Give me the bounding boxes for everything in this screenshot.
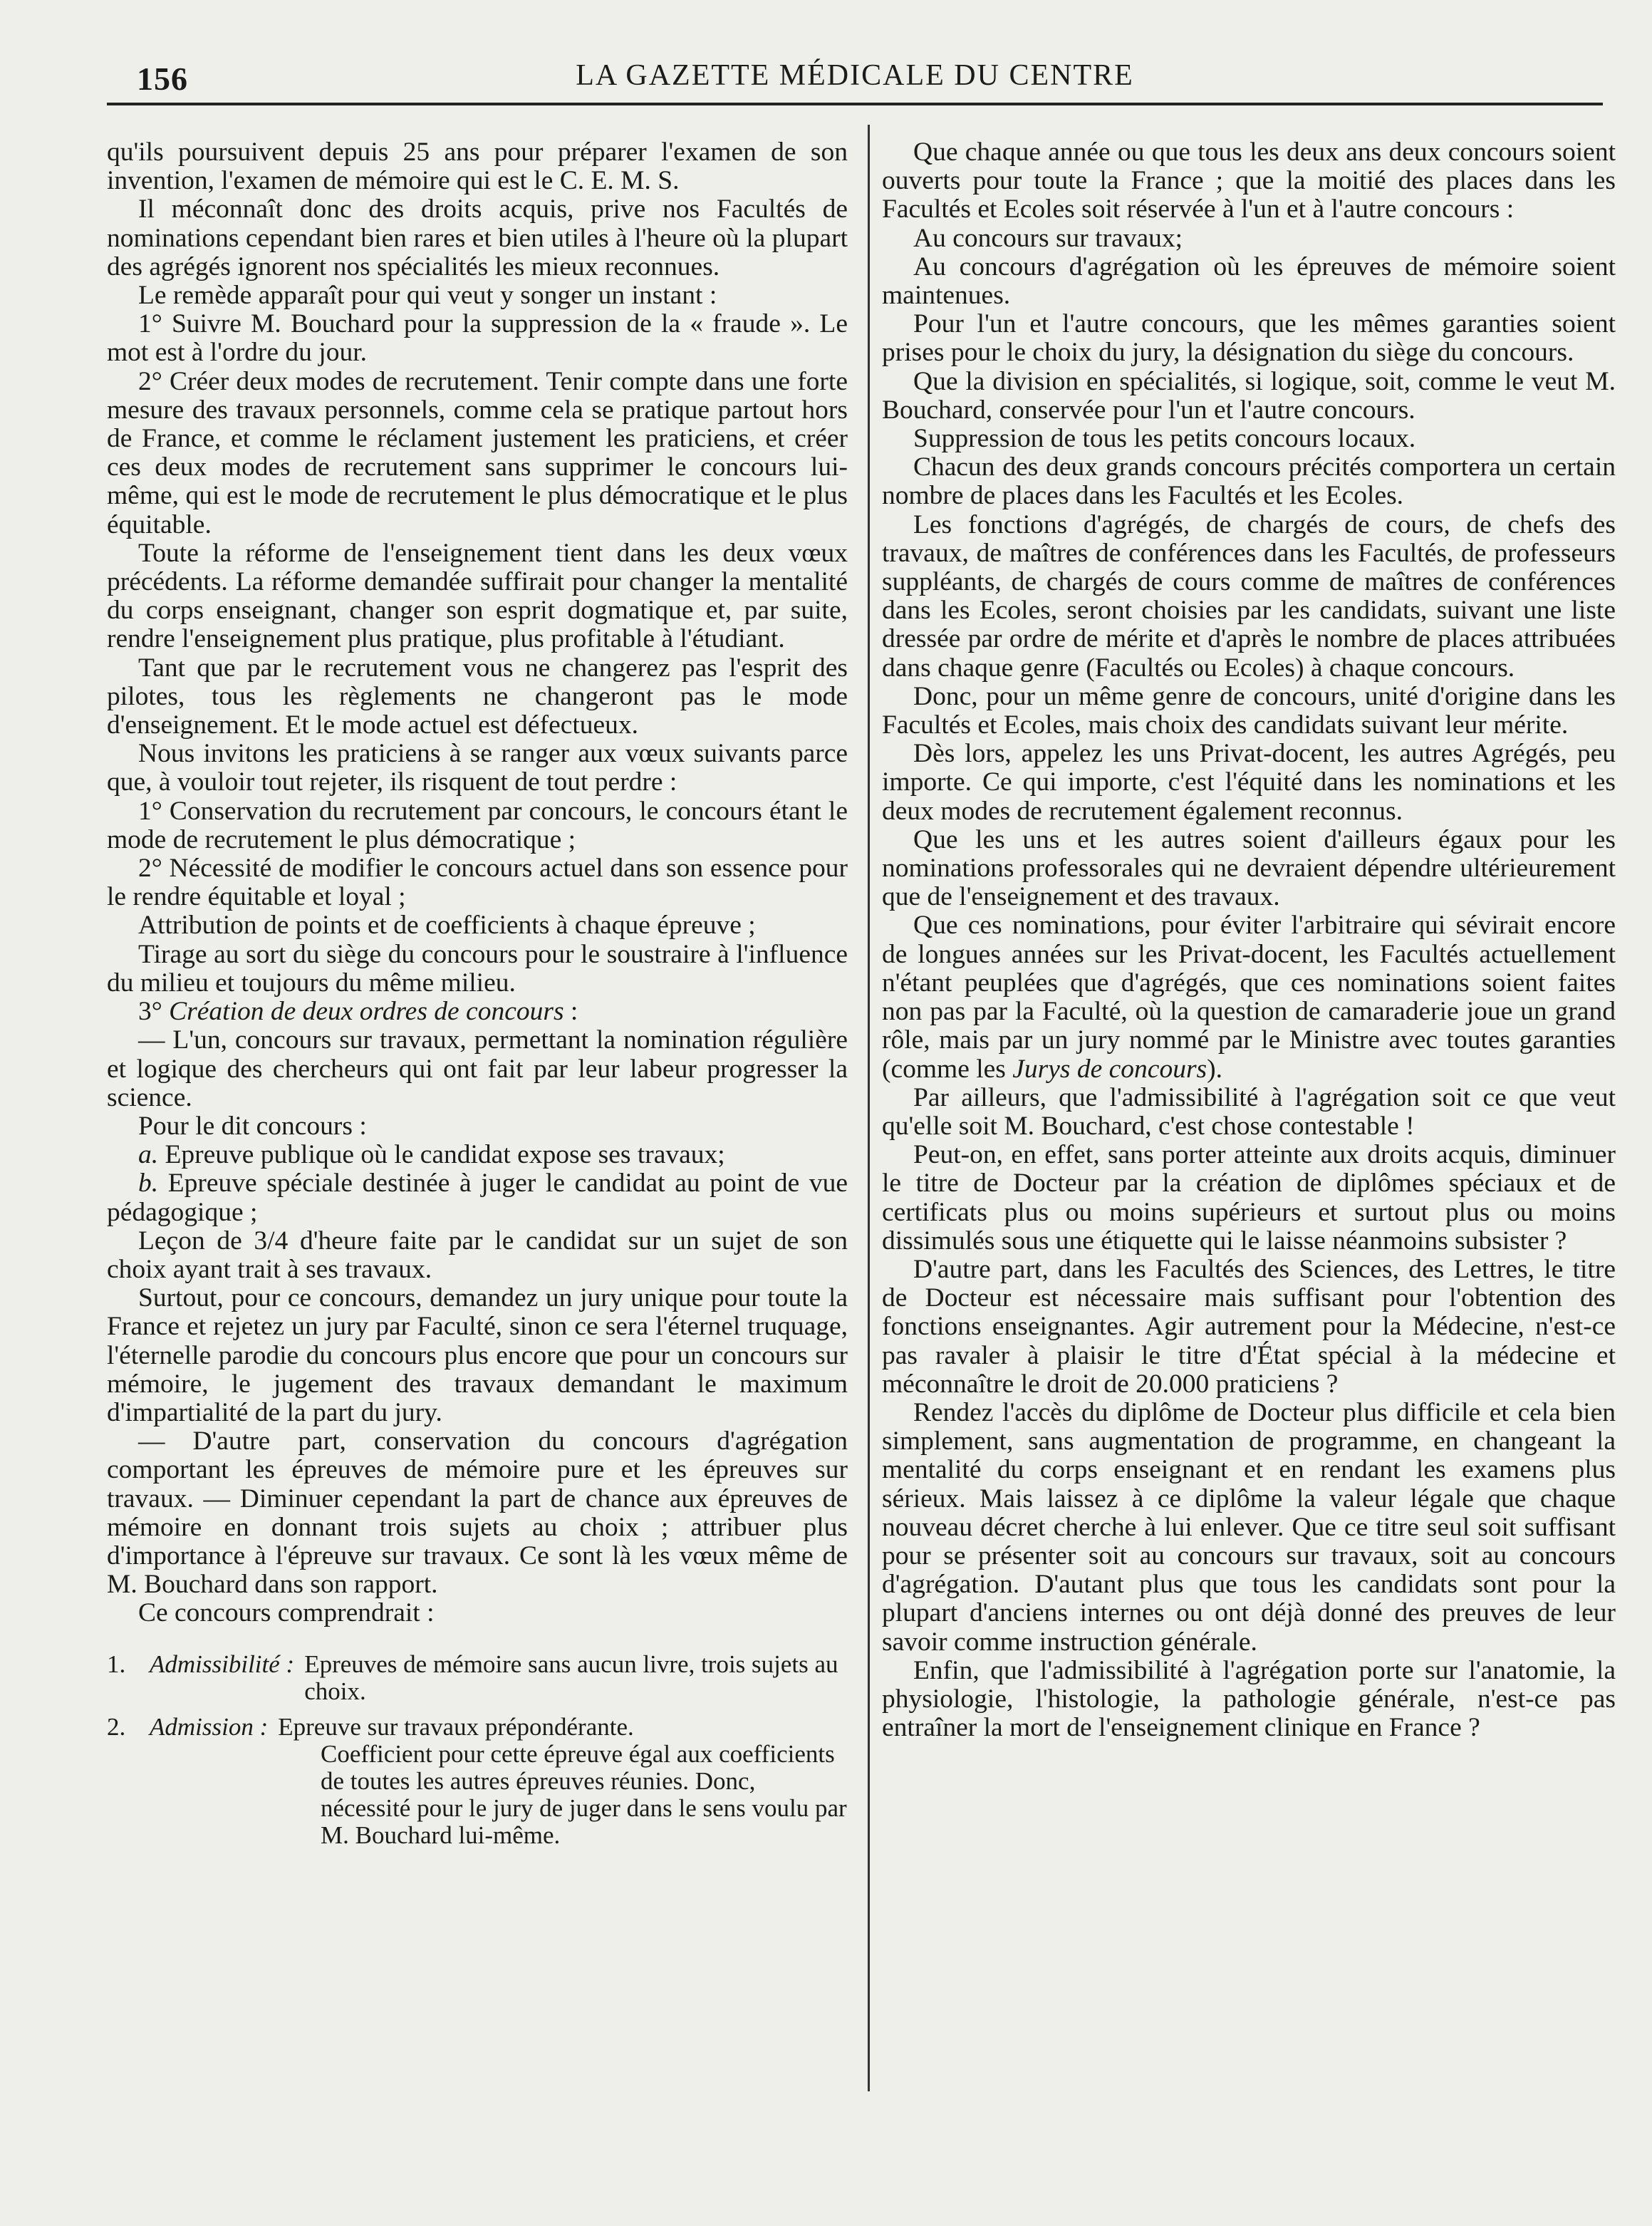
page-header [107, 56, 1603, 105]
text-segment: ). [1207, 1054, 1223, 1084]
paragraph: Tant que par le recrutement vous ne changerez pas l'esprit des pilotes, tous les règlements ne changeront pas le mode d'enseignement. Et le mode actuel est défectueux. [107, 653, 848, 740]
paragraph: Enfin, que l'admissibilité à l'agrégation porte sur l'anatomie, la physiologie, l'histologie, la pathologie générale, n'est-ce pas entraîner la mort de l'enseignement clinique en France ? [882, 1655, 1616, 1743]
paragraph: Pour l'un et l'autre concours, que les mêmes garanties soient prises pour le choix du jury, la désignation du siège du concours. [882, 309, 1616, 368]
italic-segment: Jurys de concours [1012, 1054, 1207, 1084]
journal-title: LA GAZETTE MÉDICALE DU CENTRE [576, 59, 1134, 92]
paragraph: Que la division en spécialités, si logique, soit, comme le veut M. Bouchard, conservée pour l'un et l'autre concours. [882, 366, 1616, 425]
list-item [107, 1651, 848, 1705]
paragraph: Pour le dit concours : [138, 1111, 367, 1141]
paragraph: Suppression de tous les petits concours locaux. [913, 424, 1416, 454]
item-letter: b. [138, 1169, 159, 1199]
paragraph: — D'autre part, conservation du concours d'agrégation comportant les épreuves de mémoire pure et les épreuves sur travaux. — Diminuer cependant la part de chance aux épreuves de mémoire en donnant trois sujets au choix ; attribuer plus d'importance à l'épreuve sur travaux. Ce sont là les vœux même de M. Bouchard dans son rapport. [107, 1427, 848, 1600]
paragraph: Au concours d'agrégation où les épreuves de mémoire soient maintenues. [882, 252, 1616, 311]
paragraph: qu'ils poursuivent depuis 25 ans pour préparer l'examen de son invention, l'examen de mémoire qui est le C. E. M. S. [107, 138, 848, 196]
paragraph: 2° Nécessité de modifier le concours actuel dans son essence pour le rendre équitable et loyal ; [107, 854, 848, 912]
paragraph: 1° Suivre M. Bouchard pour la suppression de la « fraude ». Le mot est à l'ordre du jour. [107, 309, 848, 368]
paragraph: 2° Créer deux modes de recrutement. Tenir compte dans une forte mesure des travaux personnels, comme cela se pratique partout hors de France, et comme le réclament justement les praticiens, et créer ces deux modes de recrutement sans supprimer le concours lui-même, qui est le mode de recrutement le plus démocratique et le plus équitable. [107, 366, 848, 539]
list-number: 2. [107, 1712, 126, 1741]
paragraph-section-heading [107, 998, 848, 1026]
paragraph-item-b [107, 1169, 848, 1226]
text-segment: Que ces nominations, pour éviter l'arbitraire qui sévirait encore de longues années sur les Privat-docent, les Facultés actuellement n'étant peuplées que d'agrégés, que ces nominations soient faites non pas par la Faculté, où la question de camaraderie joue un grand rôle, mais par un jury nommé par le Ministre avec toutes garanties (comme les [882, 911, 1616, 1084]
paragraph: Attribution de points et de coefficients à chaque épreuve ; [138, 911, 756, 941]
paragraph: — L'un, concours sur travaux, permettant la nomination régulière et logique des chercheurs qui ont fait par leur labeur progresser la science. [107, 1025, 848, 1112]
paragraph: Nous invitons les praticiens à se ranger aux vœux suivants parce que, à vouloir tout rejeter, ils risquent de tout perdre : [107, 739, 848, 797]
paragraph: Surtout, pour ce concours, demandez un jury unique pour toute la France et rejetez un jury par Faculté, sinon ce sera l'éternel truquage, l'éternelle parodie du concours plus encore que pour un concours sur mémoire, le jugement des travaux demandant le maximum d'impartialité de la part du jury. [107, 1283, 848, 1427]
paragraph: Rendez l'accès du diplôme de Docteur plus difficile et cela bien simplement, sans augmentation de programme, en changeant la mentalité du corps enseignant et en rendant les examens plus sérieux. Mais laissez à ce diplôme la valeur légale que chaque nouveau décret cherche à lui enlever. Que ce titre seul soit suffisant pour se présenter soit au concours sur travaux, soit au concours d'agrégation. D'autant plus que tous les candidats sont pour la plupart d'anciens internes ou ont déjà donné des preuves de leur savoir comme instruction générale. [882, 1397, 1616, 1657]
paragraph: Par ailleurs, que l'admissibilité à l'agrégation soit ce que veut qu'elle soit M. Bouchard, c'est chose contestable ! [882, 1082, 1616, 1141]
paragraph: Dès lors, appelez les uns Privat-docent, les autres Agrégés, peu importe. Ce qui importe, c'est l'équité dans les nominations et les deux modes de recrutement également reconnus. [882, 739, 1616, 826]
list-text: Epreuve sur travaux prépondérante. [278, 1712, 634, 1741]
paragraph: Leçon de 3/4 d'heure faite par le candidat sur un sujet de son choix ayant trait à ses travaux. [107, 1226, 848, 1284]
paragraph: Le remède apparaît pour qui veut y songer un instant : [138, 281, 717, 311]
paragraph: Il méconnaît donc des droits acquis, prive nos Facultés de nominations cependant bien rares et bien utiles à l'heure où la plupart des agrégés ignorent nos spécialités les mieux reconnues. [107, 195, 848, 281]
paragraph-with-italic [882, 911, 1616, 1083]
item-text: Epreuve spéciale destinée à juger le candidat au point de vue pédagogique ; [107, 1169, 848, 1227]
paragraph: Que les uns et les autres soient d'ailleurs égaux pour les nominations professorales qui ne devraient dépendre ultérieurement que de l'enseignement et des travaux. [882, 824, 1616, 912]
left-column [107, 138, 848, 1849]
paragraph: Tirage au sort du siège du concours pour le soustraire à l'influence du milieu et toujours du même milieu. [107, 939, 848, 998]
list-label: Admissibilité : [150, 1650, 295, 1678]
section-heading-italic: Création de deux ordres de concours [169, 997, 564, 1027]
paragraph: 1° Conservation du recrutement par concours, le concours étant le mode de recrutement le plus démocratique ; [107, 796, 848, 854]
list-continuation: Coefficient pour cette épreuve égal aux coefficients de toutes les autres épreuves réunies. Donc, nécessité pour le jury de juger dans le sens voulu par M. Bouchard lui-même. [321, 1739, 847, 1849]
item-letter: a. [138, 1140, 159, 1170]
column-divider [868, 125, 870, 2091]
paragraph: Chacun des deux grands concours précités comportera un certain nombre de places dans les Facultés et les Ecoles. [882, 452, 1616, 511]
paragraph: Peut-on, en effet, sans porter atteinte aux droits acquis, diminuer le titre de Docteur par la création de diplômes spéciaux et de certificats plus ou moins supérieurs et surtout plus ou moins dissimulés sous une étiquette qui le laisse néanmoins subsister ? [882, 1140, 1616, 1256]
page-number: 156 [137, 61, 188, 97]
section-heading-suffix: : [563, 997, 578, 1027]
paragraph: Donc, pour un même genre de concours, unité d'origine dans les Facultés et Ecoles, mais choix des candidats suivant leur mérite. [882, 681, 1616, 740]
list-number: 1. [107, 1650, 126, 1678]
paragraph: Au concours sur travaux; [913, 223, 1183, 253]
right-column [882, 138, 1616, 1742]
item-text: Epreuve publique où le candidat expose ses travaux; [158, 1140, 725, 1170]
paragraph: Que chaque année ou que tous les deux ans deux concours soient ouverts pour toute la France ; que la moitié des places dans les Facultés et Ecoles soit réservée à l'un et à l'autre concours : [882, 138, 1616, 224]
list-item [107, 1714, 848, 1741]
list-label: Admission : [150, 1712, 269, 1741]
paragraph: Toute la réforme de l'enseignement tient dans les deux vœux précédents. La réforme demandée suffirait pour changer la mentalité du corps enseignant, changer son esprit dogmatique et, par suite, rendre l'enseignement plus pratique, plus profitable à l'étudiant. [107, 538, 848, 654]
paragraph: D'autre part, dans les Facultés des Sciences, des Lettres, le titre de Docteur est nécessaire mais suffisant pour l'obtention des fonctions enseignantes. Agir autrement pour la Médecine, n'est-ce pas ravaler à plaisir le titre d'État spécial à la médecine et méconnaître le droit de 20.000 praticiens ? [882, 1254, 1616, 1399]
paragraph: Les fonctions d'agrégés, de chargés de cours, de chefs des travaux, de maîtres de conférences dans les Facultés, de professeurs suppléants, de chargés de cours comme de maîtres de conférences dans les Ecoles, seront choisies par les candidats, suivant une liste dressée par ordre de mérite et d'après le nombre de places attribuées dans chaque genre (Facultés ou Ecoles) à chaque concours. [882, 509, 1616, 683]
paragraph: Ce concours comprendrait : [138, 1598, 435, 1628]
exam-list [107, 1651, 848, 1849]
paragraph-item-a [107, 1141, 848, 1169]
section-number: 3° [138, 997, 162, 1027]
list-text: Epreuves de mémoire sans aucun livre, trois sujets au choix. [304, 1650, 838, 1705]
header-rule [107, 103, 1603, 105]
